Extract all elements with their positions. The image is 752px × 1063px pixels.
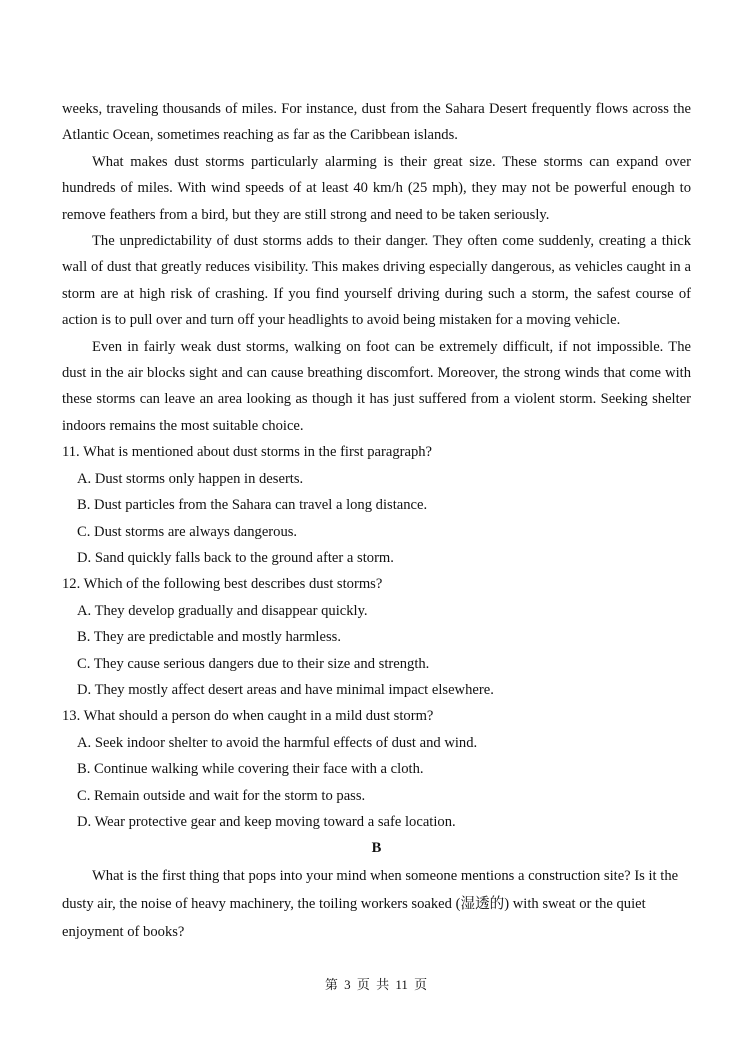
question-13 bbox=[62, 703, 691, 835]
passage-paragraph-3: The unpredictability of dust storms adds to their danger. They often come suddenly, creating a thick wall of dust that greatly reduces visibility. This makes driving especially dangerous, as vehicles caught in a storm are at high risk of crashing. If you find yourself driving during such a storm, the safest course of action is to pull over and turn off your headlights to avoid being mistaken for a moving vehicle. bbox=[62, 233, 691, 329]
question-stem: 12. Which of the following best describes dust storms? bbox=[62, 576, 383, 593]
option-d: D. Sand quickly falls back to the ground after a storm. bbox=[77, 549, 394, 566]
section-b-paragraph: What is the first thing that pops into your mind when someone mentions a construction site? Is it the dusty air, the noise of heavy machinery, the toiling workers soaked (湿透的) with sweat or the quiet enjoyment of books? bbox=[62, 867, 679, 940]
question-12 bbox=[62, 571, 691, 703]
question-stem: 11. What is mentioned about dust storms in the first paragraph? bbox=[62, 444, 433, 461]
option-b: B. Dust particles from the Sahara can travel a long distance. bbox=[77, 497, 428, 514]
option-c: C. They cause serious dangers due to their size and strength. bbox=[77, 655, 430, 672]
option-a: A. Dust storms only happen in deserts. bbox=[77, 470, 304, 487]
option-d: D. They mostly affect desert areas and have minimal impact elsewhere. bbox=[77, 681, 494, 698]
option-d: D. Wear protective gear and keep moving toward a safe location. bbox=[77, 813, 456, 830]
option-a: A. Seek indoor shelter to avoid the harmful effects of dust and wind. bbox=[77, 734, 478, 751]
option-c: C. Remain outside and wait for the storm to pass. bbox=[77, 787, 366, 804]
option-c: C. Dust storms are always dangerous. bbox=[77, 523, 298, 540]
option-b: B. Continue walking while covering their face with a cloth. bbox=[77, 761, 424, 778]
passage-paragraph-1: weeks, traveling thousands of miles. For instance, dust from the Sahara Desert frequently flows across the Atlantic Ocean, sometimes reaching as far as the Caribbean islands. bbox=[62, 101, 691, 144]
option-b: B. They are predictable and mostly harmless. bbox=[77, 629, 341, 646]
passage-paragraph-4: Even in fairly weak dust storms, walking on foot can be extremely difficult, if not impossible. The dust in the air blocks sight and can cause breathing discomfort. Moreover, the strong winds that come with these storms can leave an area looking as though it has just suffered from a violent storm. Seeking shelter indoors remains the most suitable choice. bbox=[62, 338, 691, 434]
section-b-heading: B bbox=[371, 840, 382, 857]
question-11 bbox=[62, 439, 691, 571]
option-a: A. They develop gradually and disappear quickly. bbox=[77, 602, 368, 619]
page-content bbox=[62, 96, 691, 946]
question-stem: 13. What should a person do when caught in a mild dust storm? bbox=[62, 708, 434, 725]
page-number-footer: 第 3 页 共 11 页 bbox=[324, 977, 428, 992]
passage-paragraph-2: What makes dust storms particularly alarming is their great size. These storms can expand over hundreds of miles. With wind speeds of at least 40 km/h (25 mph), they may not be powerful enough to remove feathers from a bird, but they are still strong and need to be taken seriously. bbox=[62, 153, 691, 223]
